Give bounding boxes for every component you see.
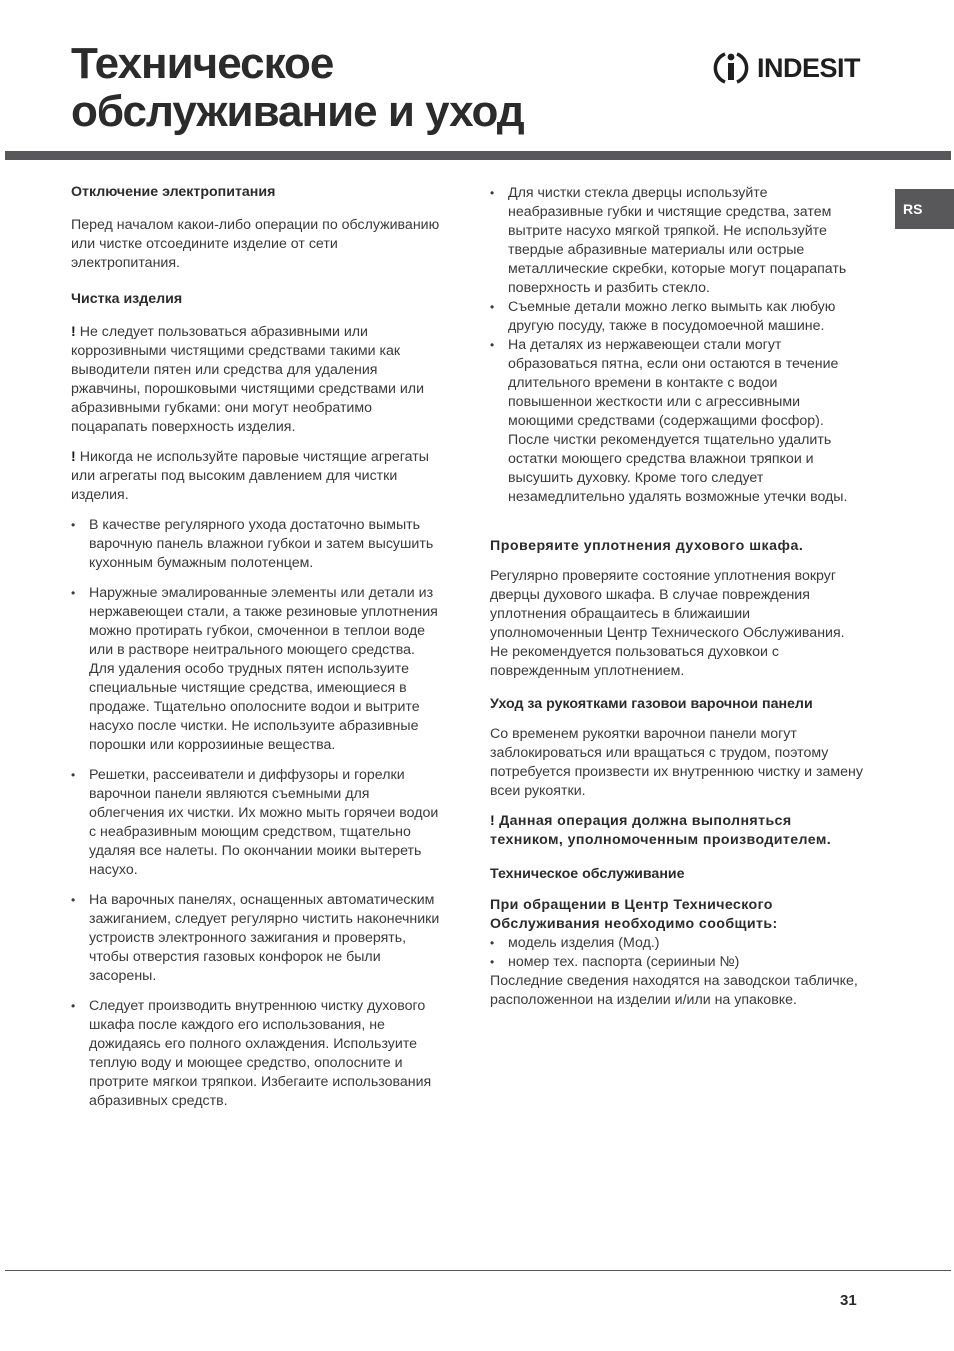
warning-mark: ! — [71, 324, 76, 340]
knobs-text: Со временем рукоятки варочнои панели могут заблокироваться или вращаться с трудом, поэтому потребуется произвести их внутреннюю чистку и замену всеи рукоятки. — [490, 726, 863, 799]
warning-abrasive-text: Не следует пользоваться абразивными или коррозивными чистящими средствами такими как выводители пятен или средства для удаления ржавчины, порошковыми чистящими средствами или абразивными губками: они могут необратимо поцарапать поверхность изделия. — [71, 324, 425, 435]
service-note: Последние сведения находятся на заводскои табличке, расположеннои на изделии и/или на упаковке. — [490, 973, 858, 1008]
page-number: 31 — [840, 1292, 857, 1309]
warning-mark: ! — [490, 813, 496, 829]
list-item: • Съемные детали можно легко вымыть как любую другую посуду, также в посудомоечной машине. — [490, 298, 863, 336]
list-item: • модель изделия (Мод.) — [490, 934, 863, 953]
indesit-logo — [711, 48, 860, 88]
language-tab: RS — [895, 189, 954, 229]
page-title-line1: Техническое — [71, 39, 334, 88]
list-item: • Для чистки стекла дверцы используйте неабразивные губки и чистящие средства, затем вытрите насухо мягкой тряпкой. Не используйте твердые абразивные материалы или острые металлические скребки, которые могут поцарапать поверхность и разбить стекло. — [490, 184, 863, 298]
indesit-logo-icon — [711, 48, 751, 88]
right-column — [490, 180, 863, 1010]
service-intro: При обращении в Центр Технического Обслуживания необходимо сообщить: — [490, 897, 778, 932]
page-title — [71, 40, 524, 136]
page-title-line2: обслуживание и уход — [71, 87, 524, 136]
list-item: • На деталях из нержавеющеи стали могут образоваться пятна, если они остаются в течение длительного времени в контакте с водои повышеннои жесткости или с агрессивными моющими средствами (содержащими фосфор). После чистки рекомендуется тщательно удалить остатки моющего средства влажнои тряпкои и высушить духовку. Кроме того следует незамедлительно удалять возможные утечки воды. — [490, 336, 863, 507]
knobs-warning-text: Данная операция должна выполняться техником, уполномоченным производителем. — [490, 813, 832, 848]
seal-heading: Проверяите уплотнения духового шкафа. — [490, 538, 804, 554]
left-column — [71, 180, 444, 1111]
warning-steam-text: Никогда не используйте паровые чистящие агрегаты или агрегаты под высоким давлением для чистки изделия. — [71, 449, 429, 503]
power-off-heading: Отключение электропитания — [71, 184, 276, 200]
cleaning-heading: Чистка изделия — [71, 291, 183, 307]
service-list — [490, 934, 863, 972]
cleaning-list-continued — [490, 184, 863, 507]
header-divider-bar — [5, 151, 951, 160]
list-item: • номер тех. паспорта (серииныи №) — [490, 953, 863, 972]
cleaning-list — [71, 516, 444, 1111]
list-item: • В качестве регулярного ухода достаточно вымыть варочную панель влажнои губкои и затем высушить кухонным бумажным полотенцем. — [71, 516, 444, 573]
footer-divider — [5, 1270, 951, 1271]
warning-steam — [71, 448, 444, 505]
warning-mark: ! — [71, 449, 76, 465]
indesit-logo-text: INDESIT — [757, 52, 861, 83]
power-off-text: Перед началом какои-либо операции по обслуживанию или чистке отсоедините изделие от сети электропитания. — [71, 217, 440, 271]
warning-abrasive — [71, 323, 444, 437]
knobs-warning — [490, 812, 863, 850]
seal-text: Регулярно проверяите состояние уплотнения вокруг дверцы духового шкафа. В случае повреждения уплотнения обращаитесь в ближаишии уполномоченныи Центр Технического Обслуживания. Не рекомендуется пользоваться духовкои с поврежденным уплотнением. — [490, 568, 845, 679]
list-item: • На варочных панелях, оснащенных автоматическим зажиганием, следует регулярно чистить наконечники устроиств электронного зажигания и проверять, чтобы отверстия газовых конфорок не были засорены. — [71, 891, 444, 986]
list-item: • Наружные эмалированные элементы или детали из нержавеющеи стали, а также резиновые уплотнения можно протирать губкои, смоченнои в теплои воде или в растворе неитрального моющего средства. Для удаления особо трудных пятен используите специальные чистящие средства, имеющиеся в продаже. Тщательно ополосните водои и вытрите насухо после чистки. Не используите абразивные порошки или коррозииные вещества. — [71, 584, 444, 755]
knobs-heading: Уход за рукоятками газовои варочнои панели — [490, 696, 813, 712]
list-item: • Следует производить внутреннюю чистку духового шкафа после каждого его использования, не дожидаясь его полного охлаждения. Используите теплую воду и моющее средство, ополосните и протрите мягкои тряпкои. Избегаите использования абразивных средств. — [71, 997, 444, 1111]
service-heading: Техническое обслуживание — [490, 866, 685, 882]
list-item: • Решетки, рассеиватели и диффузоры и горелки варочнои панели являются съемными для облегчения их чистки. Их можно мыть горячеи водои с неабразивным моющим средством, тщательно удаляя все налеты. По окончании моики вытереть насухо. — [71, 766, 444, 880]
